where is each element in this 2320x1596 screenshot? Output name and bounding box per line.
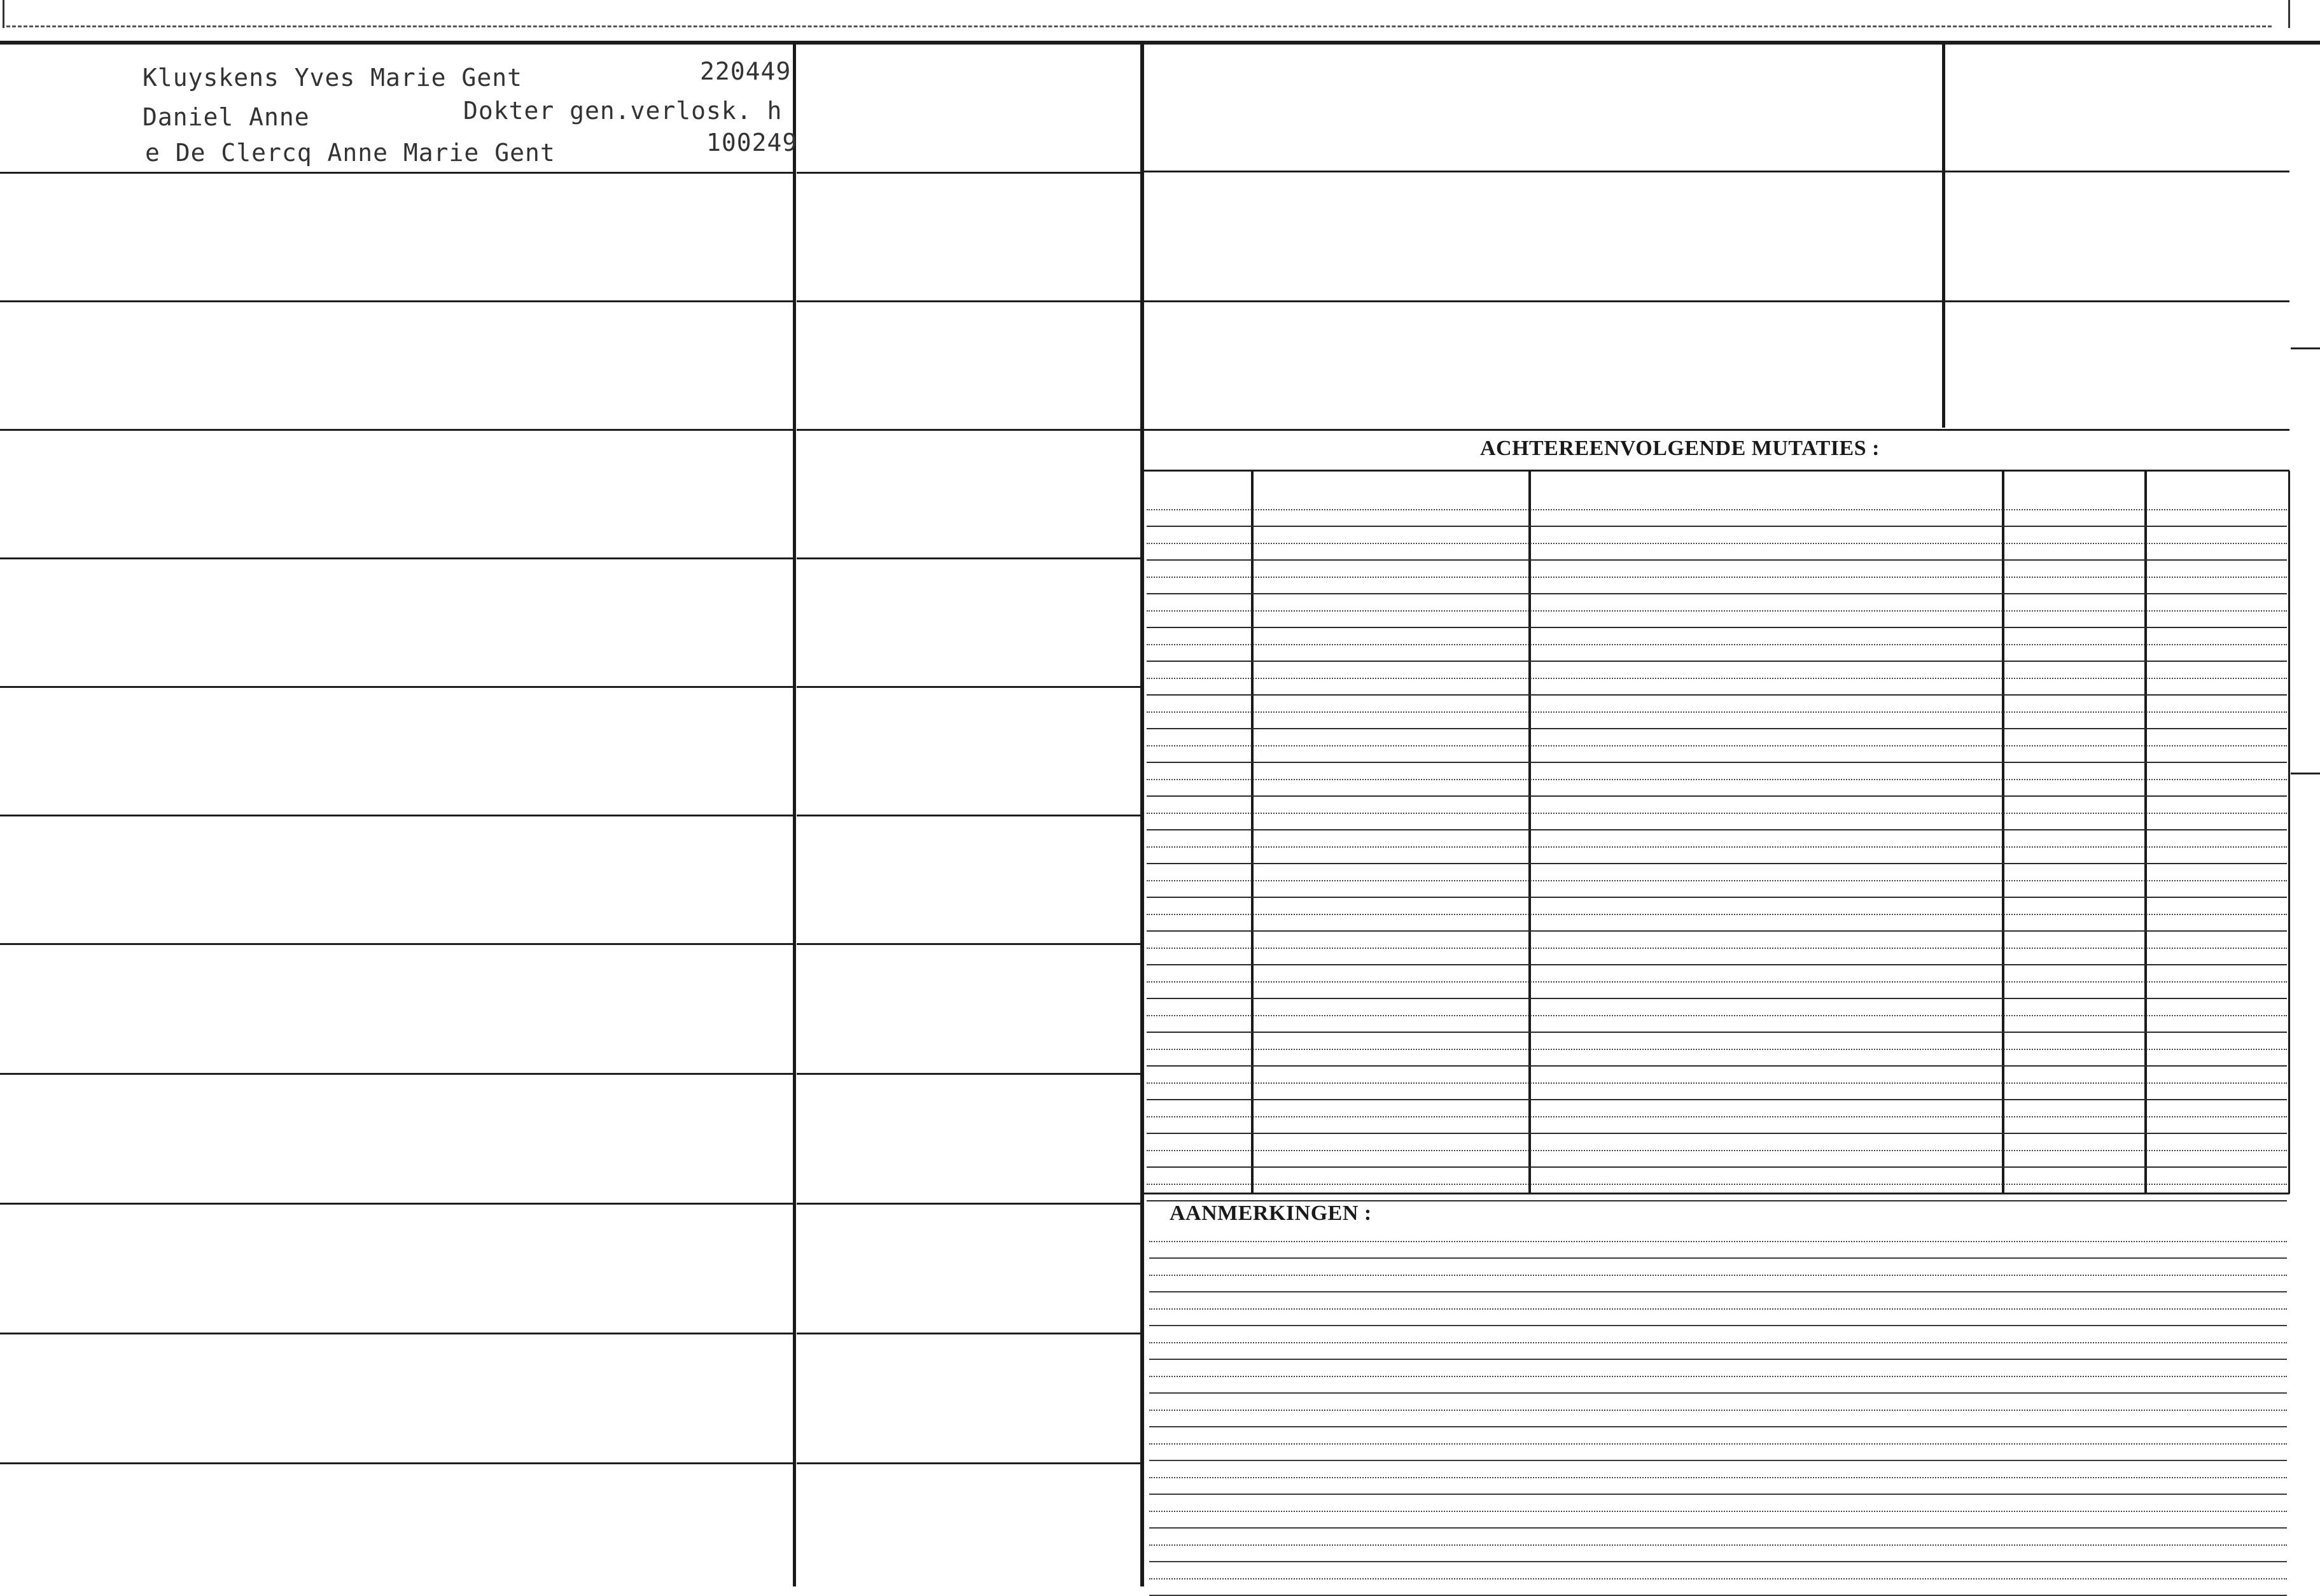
register-row-rule-right <box>797 686 1140 688</box>
mutaties-row-line <box>1147 627 2287 628</box>
register-row-rule <box>0 815 793 816</box>
mutaties-dotted-line <box>1147 644 2287 645</box>
register-row-rule <box>0 1073 793 1075</box>
mutaties-dotted-line <box>1147 678 2287 679</box>
aanmerkingen-dotted-line <box>1149 1308 2287 1310</box>
register-row-rule <box>0 1333 793 1334</box>
mutaties-header-rule <box>1144 470 2289 472</box>
aanmerkingen-dotted-line <box>1149 1443 2287 1445</box>
corner-mark-right <box>2288 0 2290 28</box>
mutaties-dotted-line <box>1147 711 2287 713</box>
register-row-rule-right <box>797 1203 1140 1205</box>
aanmerkingen-line <box>1149 1257 2287 1259</box>
entry-name-line-1: Kluyskens Yves Marie Gent <box>143 64 522 92</box>
mutaties-column-rule <box>1528 471 1531 1194</box>
register-row-rule-right <box>797 943 1140 945</box>
mutaties-dotted-line <box>1147 1150 2287 1151</box>
register-row-rule <box>0 1203 793 1205</box>
aanmerkingen-line <box>1149 1392 2287 1394</box>
mutaties-dotted-line <box>1147 1015 2287 1016</box>
mutaties-column-rule <box>1251 471 1254 1194</box>
mutaties-top-rule <box>1144 429 2289 431</box>
mutaties-row-line <box>1147 593 2287 594</box>
mutaties-column-rule <box>2002 471 2004 1194</box>
mutaties-row-line <box>1147 661 2287 662</box>
edge-tick-1 <box>2291 347 2320 349</box>
mutaties-dotted-line <box>1147 577 2287 578</box>
right-top-divider <box>1942 41 1945 428</box>
aanmerkingen-line <box>1149 1561 2287 1562</box>
mutaties-row-line <box>1147 863 2287 864</box>
aanmerkingen-dotted-line <box>1149 1342 2287 1343</box>
entry-name-line-2: Daniel Anne <box>143 103 310 131</box>
card-top-rule <box>0 41 2320 45</box>
mutaties-dotted-line <box>1147 509 2287 510</box>
edge-tick-2 <box>2291 773 2320 774</box>
entry-number-line-1: 220449 <box>700 57 792 85</box>
register-row-rule-right <box>797 172 1140 174</box>
aanmerkingen-dotted-line <box>1149 1275 2287 1276</box>
mutaties-row-line <box>1147 1166 2287 1168</box>
aanmerkingen-line <box>1149 1359 2287 1360</box>
mutaties-dotted-line <box>1147 846 2287 848</box>
aanmerkingen-title: AANMERKINGEN : <box>1170 1201 1372 1225</box>
register-row-rule <box>0 686 793 688</box>
aanmerkingen-line <box>1149 1291 2287 1292</box>
register-row-rule-right <box>797 1333 1140 1334</box>
mutaties-row-line <box>1147 930 2287 932</box>
mutaties-dotted-line <box>1147 1184 2287 1185</box>
mutaties-dotted-line <box>1147 610 2287 612</box>
register-row-rule-right <box>797 429 1140 431</box>
left-column-divider <box>793 41 796 1586</box>
mutaties-dotted-line <box>1147 1082 2287 1084</box>
register-row-rule-right <box>797 1073 1140 1075</box>
card-top-edge <box>6 25 2272 27</box>
register-row-rule <box>0 172 793 174</box>
register-row-rule-right <box>797 1462 1140 1464</box>
aanmerkingen-dotted-line <box>1149 1410 2287 1411</box>
aanmerkingen-dotted-line <box>1149 1511 2287 1512</box>
aanmerkingen-dotted-line <box>1149 1578 2287 1579</box>
register-row-rule <box>0 429 793 431</box>
mutaties-dotted-line <box>1147 981 2287 983</box>
mutaties-dotted-line <box>1147 1049 2287 1050</box>
register-row-rule <box>0 1462 793 1464</box>
mutaties-row-line <box>1147 1099 2287 1100</box>
mutaties-dotted-line <box>1147 1116 2287 1117</box>
corner-mark-left <box>3 0 4 28</box>
aanmerkingen-dotted-line <box>1149 1241 2287 1242</box>
register-row-rule <box>0 943 793 945</box>
mutaties-dotted-line <box>1147 745 2287 746</box>
register-row-rule <box>0 300 793 302</box>
aanmerkingen-line <box>1149 1426 2287 1427</box>
mutaties-row-line <box>1147 1133 2287 1134</box>
aanmerkingen-dotted-line <box>1149 1477 2287 1478</box>
mutaties-row-line <box>1147 829 2287 830</box>
register-row-rule-right <box>797 300 1140 302</box>
mutaties-dotted-line <box>1147 543 2287 544</box>
mutaties-dotted-line <box>1147 948 2287 949</box>
entry-profession-line-2: Dokter gen.verlosk. h <box>463 97 783 125</box>
mutaties-row-line <box>1147 964 2287 965</box>
mutaties-dotted-line <box>1147 813 2287 814</box>
mutaties-dotted-line <box>1147 779 2287 780</box>
mutaties-right-edge <box>2288 471 2290 1194</box>
mutaties-bottom-rule <box>1144 1193 2289 1194</box>
mutaties-dotted-line <box>1147 880 2287 881</box>
register-row-rule <box>0 557 793 559</box>
mutaties-row-line <box>1147 795 2287 797</box>
aanmerkingen-dotted-line <box>1149 1376 2287 1377</box>
aanmerkingen-line <box>1149 1460 2287 1461</box>
mutaties-row-line <box>1147 526 2287 527</box>
mutaties-dotted-line <box>1147 914 2287 915</box>
entry-number-line-3: 100249 <box>706 129 798 157</box>
register-row-rule-right <box>797 557 1140 559</box>
mutaties-row-line <box>1147 559 2287 561</box>
aanmerkingen-dotted-line <box>1149 1544 2287 1546</box>
aanmerkingen-line <box>1149 1325 2287 1326</box>
right-top-row-rule-1 <box>1144 171 2289 172</box>
mutaties-row-line <box>1147 1065 2287 1067</box>
mutaties-row-line <box>1147 762 2287 763</box>
entry-name-line-3: e De Clercq Anne Marie Gent <box>145 139 556 167</box>
aanmerkingen-line <box>1149 1527 2287 1529</box>
mutaties-title: ACHTEREENVOLGENDE MUTATIES : <box>1480 437 1880 460</box>
mutaties-row-line <box>1147 998 2287 999</box>
mutaties-row-line <box>1147 897 2287 898</box>
mutaties-row-line <box>1147 1032 2287 1033</box>
right-top-row-rule-2 <box>1144 300 2289 302</box>
mutaties-row-line <box>1147 694 2287 696</box>
aanmerkingen-line <box>1149 1494 2287 1495</box>
register-row-rule-right <box>797 815 1140 816</box>
center-divider <box>1140 41 1144 1586</box>
mutaties-column-rule <box>2144 471 2147 1194</box>
mutaties-row-line <box>1147 728 2287 729</box>
